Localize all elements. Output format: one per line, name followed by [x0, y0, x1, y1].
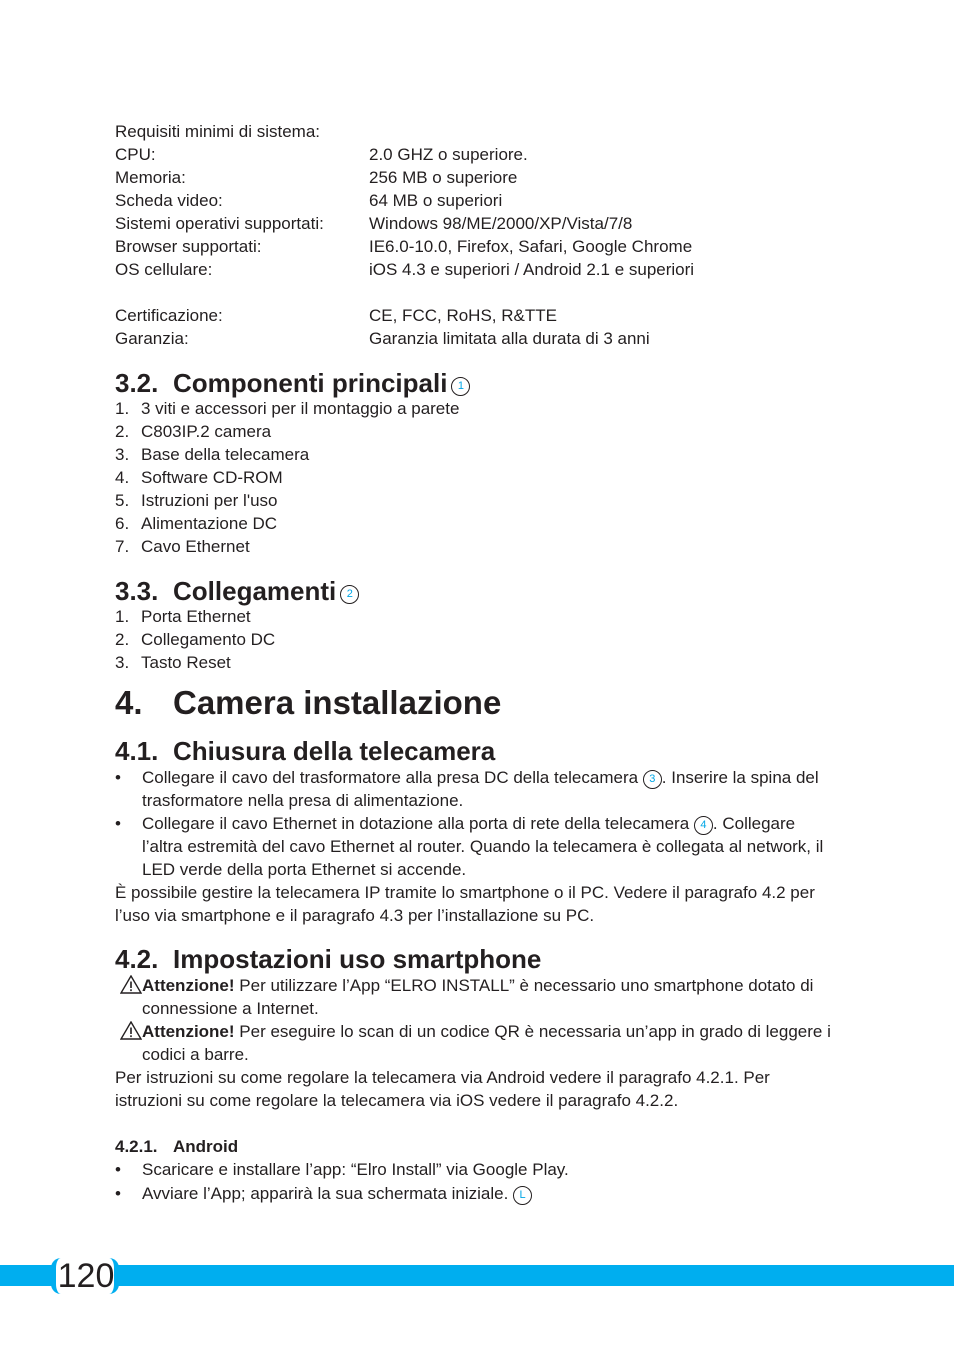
- reference-marker: 2: [340, 585, 359, 604]
- section-heading-3-3: 3.3. Collegamenti 2: [115, 576, 359, 606]
- bullet-item: • Collegare il cavo Ethernet in dotazione alla porta di rete della telecamera 4 . Collegare l’altra estremità del cavo Ethernet al router. Quando la telecamera è collegata al network, il LED verde della porta Ethernet si accende.: [115, 814, 824, 879]
- spec-row: CPU: 2.0 GHZ o superiore.: [115, 145, 528, 164]
- reference-marker: 4: [694, 816, 713, 835]
- subsection-heading-4-2-1: 4.2.1. Android: [115, 1137, 239, 1156]
- spec-row: Sistemi operativi supportati: Windows 98/ME/2000/XP/Vista/7/8: [115, 214, 633, 233]
- list-item: 3. Base della telecamera: [115, 445, 310, 464]
- reference-marker: 1: [451, 377, 470, 396]
- list-item: 2. C803IP.2 camera: [115, 422, 272, 441]
- spec-row: OS cellulare: iOS 4.3 e superiori / Android 2.1 e superiori: [115, 260, 695, 279]
- bullet-item: • Collegare il cavo del trasformatore alla presa DC della telecamera 3 . Inserire la spina del trasformatore nella presa di alimentazione.: [115, 768, 819, 810]
- list-item: 4. Software CD-ROM: [115, 468, 283, 487]
- spec-row: Scheda video: 64 MB o superiori: [115, 191, 503, 210]
- page-number: 120: [57, 1257, 115, 1295]
- spec-row: Memoria: 256 MB o superiore: [115, 168, 518, 187]
- reference-marker: 3: [643, 770, 662, 789]
- bullet-item: • Avviare l’App; apparirà la sua schermata iniziale. L: [115, 1182, 840, 1205]
- paragraph: È possibile gestire la telecamera IP tramite lo smartphone o il PC. Vedere il paragrafo 4.2 per l’uso via smartphone e il paragrafo 4.3 per l’installazione su PC.: [115, 883, 815, 925]
- spec-row: Browser supportati: IE6.0-10.0, Firefox, Safari, Google Chrome: [115, 237, 693, 256]
- list-item: 5. Istruzioni per l'uso: [115, 491, 278, 510]
- warning-note: Attenzione! Per utilizzare l’App “ELRO INSTALL” è necessario uno smartphone dotato di connessione a Internet.: [115, 974, 840, 1020]
- chapter-heading-4: 4. Camera installazione: [115, 684, 502, 721]
- bullet-item: • Scaricare e installare l’app: “Elro Install” via Google Play.: [115, 1160, 569, 1179]
- reference-marker: L: [513, 1186, 532, 1205]
- list-item: 1. Porta Ethernet: [115, 607, 251, 626]
- section-heading-3-2: 3.2. Componenti principali 1: [115, 368, 470, 398]
- warning-icon: [120, 975, 142, 994]
- section-heading-4-2: 4.2. Impostazioni uso smartphone: [115, 944, 542, 974]
- paragraph: Per istruzioni su come regolare la telecamera via Android vedere il paragrafo 4.2.1. Per istruzioni su come regolare la telecamera via iOS vedere il paragrafo 4.2.2.: [115, 1068, 770, 1110]
- list-item: 6. Alimentazione DC: [115, 514, 278, 533]
- warning-icon: [120, 1021, 142, 1040]
- list-item: 1. 3 viti e accessori per il montaggio a parete: [115, 399, 460, 418]
- list-item: 3. Tasto Reset: [115, 653, 231, 672]
- spec-row: Garanzia: Garanzia limitata alla durata di 3 anni: [115, 329, 650, 348]
- spec-row: Certificazione: CE, FCC, RoHS, R&TTE: [115, 306, 557, 325]
- footer-bar: [0, 1265, 954, 1286]
- connections-list: [115, 605, 835, 674]
- list-item: 2. Collegamento DC: [115, 630, 276, 649]
- components-list: [115, 397, 835, 558]
- section-heading-4-1: 4.1. Chiusura della telecamera: [115, 736, 496, 766]
- system-requirements: [115, 120, 835, 350]
- requirements-heading: Requisiti minimi di sistema:: [115, 122, 320, 141]
- warning-note: Attenzione! Per eseguire lo scan di un codice QR è necessaria un’app in grado di leggere i codici a barre.: [115, 1020, 840, 1066]
- list-item: 7. Cavo Ethernet: [115, 537, 250, 556]
